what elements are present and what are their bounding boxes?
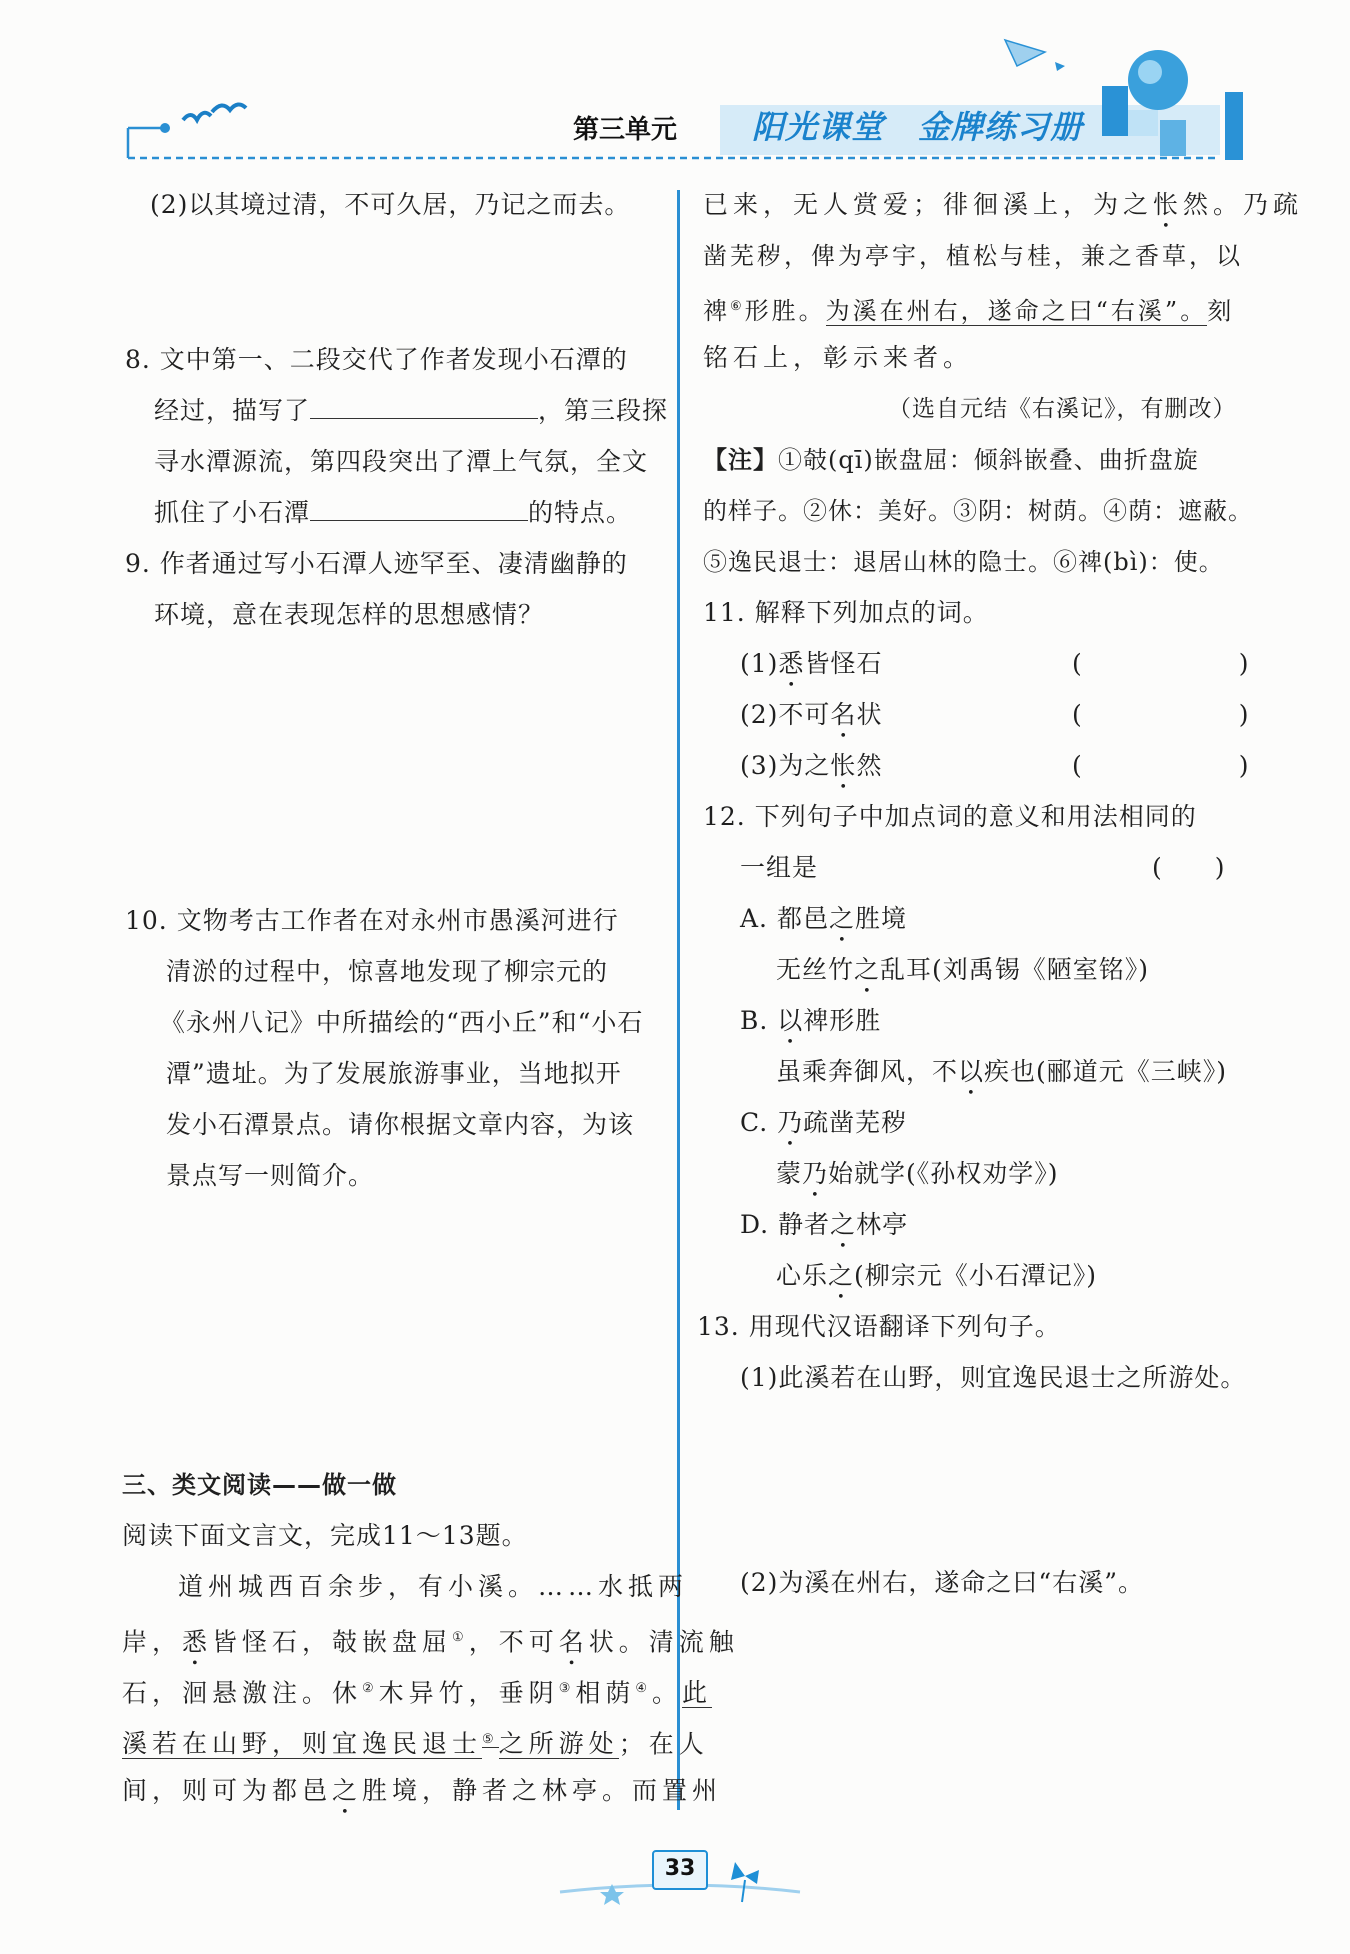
question-10-line: 10. 文物考古工作者在对永州市愚溪河进行 [125,906,619,935]
footnote-line: 的样子。②休：美好。③阴：树荫。④荫：遮蔽。 [703,497,1253,525]
passage-line: 道州城西百余步，有小溪。……水抵两 [178,1572,689,1601]
question-10-line: 潭”遗址。为了发展旅游事业，当地拟开 [166,1059,622,1088]
section-3-intro: 阅读下面文言文，完成11～13题。 [122,1521,528,1550]
question-8-line: 经过，描写了 ，第三段探 [154,396,669,425]
question-13-stem: 13. 用现代汉语翻译下列句子。 [697,1312,1061,1341]
passage-line: 溪若在山野，则宜逸民退士⑤之所游处；在人 [122,1729,709,1759]
question-13-item: (2)为溪在州右，遂命之曰“右溪”。 [740,1568,1144,1597]
passage-line: 凿芜秽，俾为亭宇，植松与桂，兼之香草，以 [703,242,1243,270]
bird-icon [212,104,246,112]
answer-paren[interactable]: ( ) [1072,649,1250,678]
question-10-line: 清淤的过程中，惊喜地发现了柳宗元的 [166,957,609,986]
question-11-item: (2)不可名状 [740,700,883,729]
option-c-compare: 蒙乃始就学(《孙权劝学》) [776,1159,1059,1188]
question-8-line: 8. 文中第一、二段交代了作者发现小石潭的 [125,345,628,374]
page-number: 33 [664,1856,696,1881]
question-10-line: 《永州八记》中所描绘的“西小丘”和“小石 [160,1008,644,1037]
passage-source: （选自元结《右溪记》，有删改） [888,396,1237,422]
book-title: 金牌练习册 [918,108,1084,146]
page-header [0,0,1350,170]
answer-blank[interactable] [310,396,538,419]
option-d-compare: 心乐之(柳宗元《小石潭记》) [776,1261,1098,1290]
question-13-item: (1)此溪若在山野，则宜逸民退士之所游处。 [740,1363,1247,1392]
footnote-line: 【注】①攲(qī)嵌盘屈：倾斜嵌叠、曲折盘旋 [703,446,1199,474]
answer-blank[interactable] [310,498,528,521]
question-11-item: (1)悉皆怪石 [740,649,883,678]
question-7-item-2: (2)以其境过清，不可久居，乃记之而去。 [150,190,631,219]
passage-line: 间，则可为都邑之胜境，静者之林亭。而置州 [122,1776,723,1805]
passage-line: 石，洄悬激注。休②木异竹，垂阴③相荫④。此 [122,1678,713,1708]
page-footer [0,1840,1350,1920]
option-a-compare: 无丝竹之乱耳(刘禹锡《陋室铭》) [776,955,1150,984]
passage-line: 铭石上，彰示来者。 [703,343,974,372]
question-11-item: (3)为之怅然 [740,751,883,780]
option-d[interactable]: D. 静者之林亭 [740,1210,909,1239]
option-b-compare: 虽乘奔御风，不以疾也(郦道元《三峡》) [776,1057,1228,1086]
answer-area-10[interactable] [150,1200,650,1450]
passage-line: 禆⑥形胜。为溪在州右，遂命之曰“右溪”。刻 [703,297,1235,325]
answer-paren[interactable]: ( ) [1072,700,1250,729]
question-10-line: 景点写一则简介。 [166,1161,375,1190]
option-a[interactable]: A. 都邑之胜境 [740,904,907,933]
question-8-line: 抓住了小石潭 的特点。 [154,498,633,527]
passage-line: 已来，无人赏爱；徘徊溪上，为之怅然。乃疏 [703,190,1304,219]
question-10-line: 发小石潭景点。请你根据文章内容，为该 [166,1110,635,1139]
question-12-stem: 12. 下列句子中加点词的意义和用法相同的 [703,802,1197,831]
answer-area-9[interactable] [150,640,650,880]
answer-paren[interactable]: ( ) [1072,751,1250,780]
brand-title: 阳光课堂 [752,108,885,146]
answer-paren[interactable]: ( ) [1152,853,1226,882]
section-3-title: 三、类文阅读——做一做 [122,1471,397,1499]
answer-area-13-1[interactable] [740,1400,1240,1560]
paper-plane-icon [1005,40,1045,66]
answer-area-13-2[interactable] [740,1605,1240,1805]
question-12-stem: 一组是 [740,853,819,882]
question-9-line: 环境，意在表现怎样的思想感情？ [154,600,545,629]
option-c[interactable]: C. 乃疏凿芜秽 [740,1108,908,1137]
bird-icon [183,113,211,120]
passage-line: 岸，悉皆怪石，攲嵌盘屈①，不可名状。清流触 [122,1627,739,1657]
footnote-line: ⑤逸民退士：退居山林的隐士。⑥禆(bì)：使。 [703,548,1224,576]
unit-title: 第三单元 [573,115,678,145]
column-divider [677,190,680,1810]
question-9-line: 9. 作者通过写小石潭人迹罕至、凄清幽静的 [125,549,628,578]
question-11-stem: 11. 解释下列加点的词。 [703,598,989,627]
option-b[interactable]: B. 以禆形胜 [740,1006,882,1035]
question-8-line: 寻水潭源流，第四段突出了潭上气氛，全文 [154,447,649,476]
